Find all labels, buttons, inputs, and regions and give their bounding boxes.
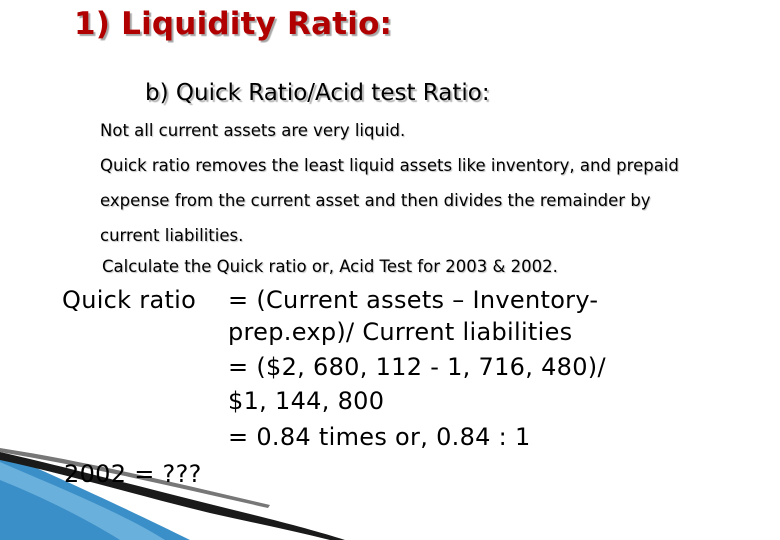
formula-line-5: = 0.84 times or, 0.84 : 1: [228, 423, 531, 451]
body-line-4: current liabilities.: [100, 226, 244, 245]
formula-line-3: = ($2, 680, 112 - 1, 716, 480)/: [228, 353, 606, 381]
body-instruction: Calculate the Quick ratio or, Acid Test for 2003 & 2002.: [102, 257, 558, 276]
formula-line-2: prep.exp)/ Current liabilities: [228, 318, 573, 346]
slide-title: 1) Liquidity Ratio:: [74, 6, 393, 42]
body-line-1: Not all current assets are very liquid.: [100, 121, 406, 140]
slide-subtitle: b) Quick Ratio/Acid test Ratio:: [145, 80, 490, 106]
body-line-3: expense from the current asset and then divides the remainder by: [100, 191, 651, 210]
formula-label: Quick ratio: [62, 286, 197, 314]
formula-line-1: = (Current assets – Inventory-: [228, 286, 599, 314]
body-line-2: Quick ratio removes the least liquid assets like inventory, and prepaid: [100, 156, 679, 175]
formula-line-4: $1, 144, 800: [228, 387, 385, 415]
question-2002: 2002 = ???: [64, 460, 202, 488]
